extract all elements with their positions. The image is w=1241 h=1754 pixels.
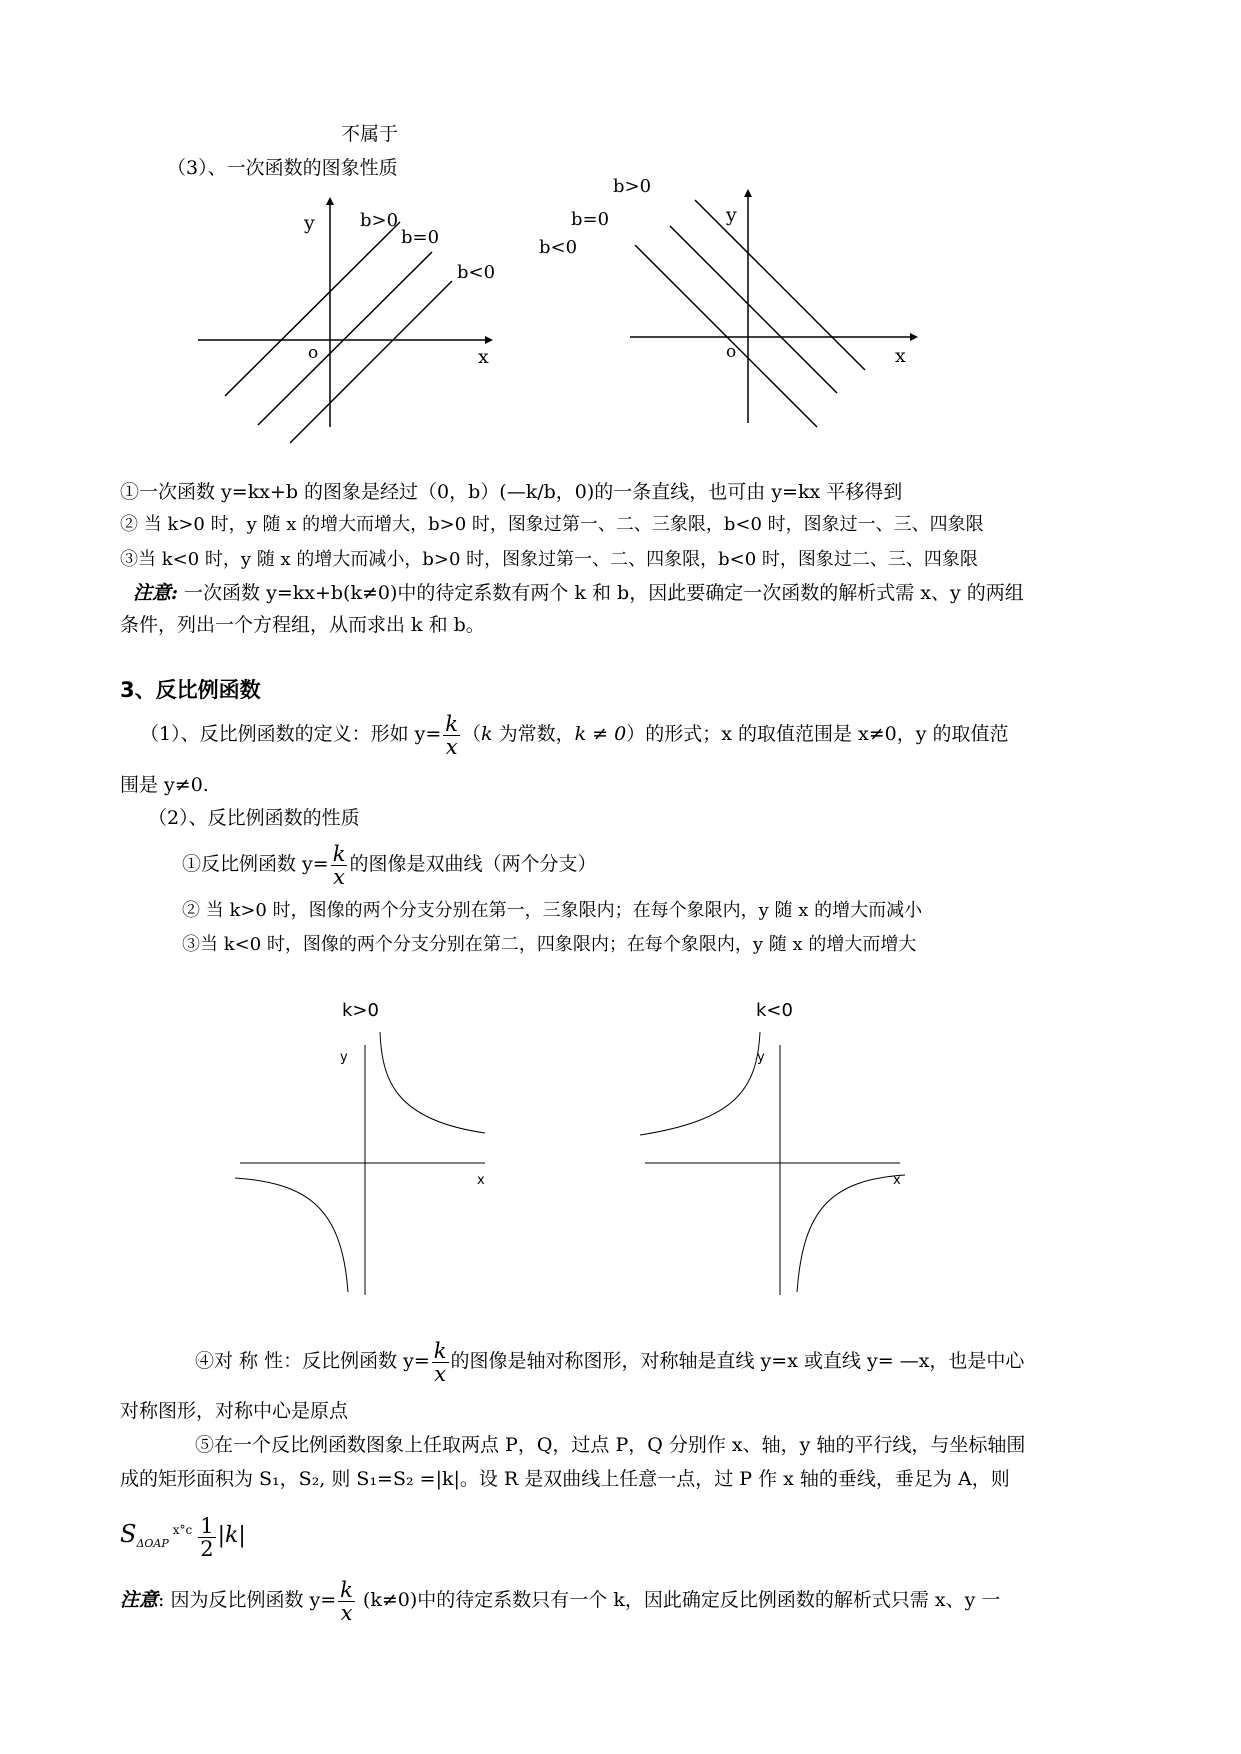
subheading-inverse-properties: （2）、反比例函数的性质 xyxy=(148,807,360,829)
def-text-d: ）的形式；x 的取值范围是 x≠0，y 的取值范 xyxy=(626,723,1009,745)
line-label-b-zero: b=0 xyxy=(401,227,440,248)
inverse-definition-line2: 围是 y≠0. xyxy=(120,774,209,796)
hyperbola-graph-k-negative xyxy=(635,1030,915,1300)
graph-title-k-neg: k<0 xyxy=(756,1000,793,1021)
section-title-inverse: 3、反比例函数 xyxy=(120,678,261,702)
x-axis-label: x xyxy=(478,346,489,368)
line-label-b-neg: b<0 xyxy=(539,237,578,258)
inverse-definition xyxy=(140,710,1009,758)
y-axis-label: y xyxy=(304,212,315,234)
line-label-b-pos: b>0 xyxy=(613,176,652,197)
x-axis-label: x xyxy=(477,1173,485,1188)
inverse-prop-5-line2: 成的矩形面积为 S₁，S₂, 则 S₁=S₂ =|k|。设 R 是双曲线上任意一点，过 P 作 x 轴的垂线，垂足为 A，则 xyxy=(120,1468,1010,1490)
y-axis-label: y xyxy=(757,1050,765,1065)
def-text-a: （1）、反比例函数的定义：形如 y= xyxy=(140,723,442,745)
def-text-c: 为常数， xyxy=(492,723,575,745)
linear-note-line1 xyxy=(133,580,1024,606)
x-axis-label: x xyxy=(895,345,906,367)
fraction-k-over-x: $\frac{k}{x}$ xyxy=(445,711,459,759)
fraction-k-over-x: $\frac{k}{x}$ xyxy=(340,1577,353,1625)
linear-graph-decreasing xyxy=(539,176,935,445)
line-label-b-neg: b<0 xyxy=(457,262,496,283)
linear-prop-3: ③当 k<0 时，y 随 x 的增大而减小，b>0 时，图象过第一、二、四象限，b<0 时，图象过二、三、四象限 xyxy=(120,549,978,570)
inverse-prop-3: ③当 k<0 时，图像的两个分支分别在第二，四象限内；在每个象限内，y 随 x 的增大而增大 xyxy=(182,934,917,955)
inverse-prop-4: ④对 称 性：反比例函数 y= $\frac{k}{x}$ 的图像是轴对称图形，对称轴是直线 y=x 或直线 y= —x，也是中心 xyxy=(195,1338,1025,1386)
text-fragment: 不属于 xyxy=(341,123,399,145)
fraction-k-over-x: $\frac{k}{x}$ xyxy=(332,841,346,889)
hyperbola-graph-k-positive xyxy=(230,1030,500,1300)
note-text: 一次函数 y=kx+b(k≠0)中的待定系数有两个 k 和 b，因此要确定一次函数的解析式需 x、y 的两组 xyxy=(178,582,1024,604)
inverse-prop-2: ② 当 k>0 时，图像的两个分支分别在第一，三象限内；在每个象限内，y 随 x 的增大而减小 xyxy=(182,900,923,921)
area-formula: $S_{\Delta OAP}^{x^\circ c}$ $\frac{1}{2}$ |k| xyxy=(120,1513,246,1561)
line-label-b-zero: b=0 xyxy=(571,209,610,230)
def-condition: k ≠ 0 xyxy=(574,723,627,745)
origin-label: o xyxy=(726,342,737,362)
linear-graph-increasing xyxy=(160,195,500,445)
inverse-note: 注意: 因为反比例函数 y= $\frac{k}{x}$ (k≠0)中的待定系数只有一个 k，因此确定反比例函数的解析式只需 x、y 一 xyxy=(120,1577,1001,1625)
fraction-k-over-x: $\frac{k}{x}$ xyxy=(433,1338,447,1386)
inverse-prop-4-line2: 对称图形，对称中心是原点 xyxy=(120,1400,349,1422)
def-k: k xyxy=(481,723,493,745)
y-axis-label: y xyxy=(726,204,737,226)
x-axis-label: x xyxy=(893,1173,901,1188)
note-label: 注意 xyxy=(120,1589,159,1611)
inverse-prop-1: ①反比例函数 y= $\frac{k}{x}$ 的图像是双曲线（两个分支） xyxy=(182,841,597,889)
linear-note-line2: 条件，列出一个方程组，从而求出 k 和 b。 xyxy=(120,614,485,636)
inverse-prop-5: ⑤在一个反比例函数图象上任取两点 P，Q，过点 P，Q 分别作 x、轴，y 轴的平行线，与坐标轴围 xyxy=(195,1434,1026,1456)
y-axis-label: y xyxy=(340,1050,348,1065)
linear-prop-2: ② 当 k>0 时，y 随 x 的增大而增大，b>0 时，图象过第一、二、三象限，b<0 时，图象过一、三、四象限 xyxy=(120,514,984,535)
line-label-b-pos: b>0 xyxy=(360,210,399,231)
note-label: 注意: xyxy=(133,582,179,604)
graph-title-k-pos: k>0 xyxy=(342,1000,379,1021)
def-text-b: （ xyxy=(462,723,482,745)
origin-label: o xyxy=(308,343,319,363)
linear-prop-1: ①一次函数 y=kx+b 的图象是经过（0，b）(—k/b，0)的一条直线，也可由 y=kx 平移得到 xyxy=(120,481,903,503)
subheading-linear-properties: （3）、一次函数的图象性质 xyxy=(167,157,398,179)
fraction-one-half: $\frac{1}{2}$ xyxy=(200,1513,214,1561)
